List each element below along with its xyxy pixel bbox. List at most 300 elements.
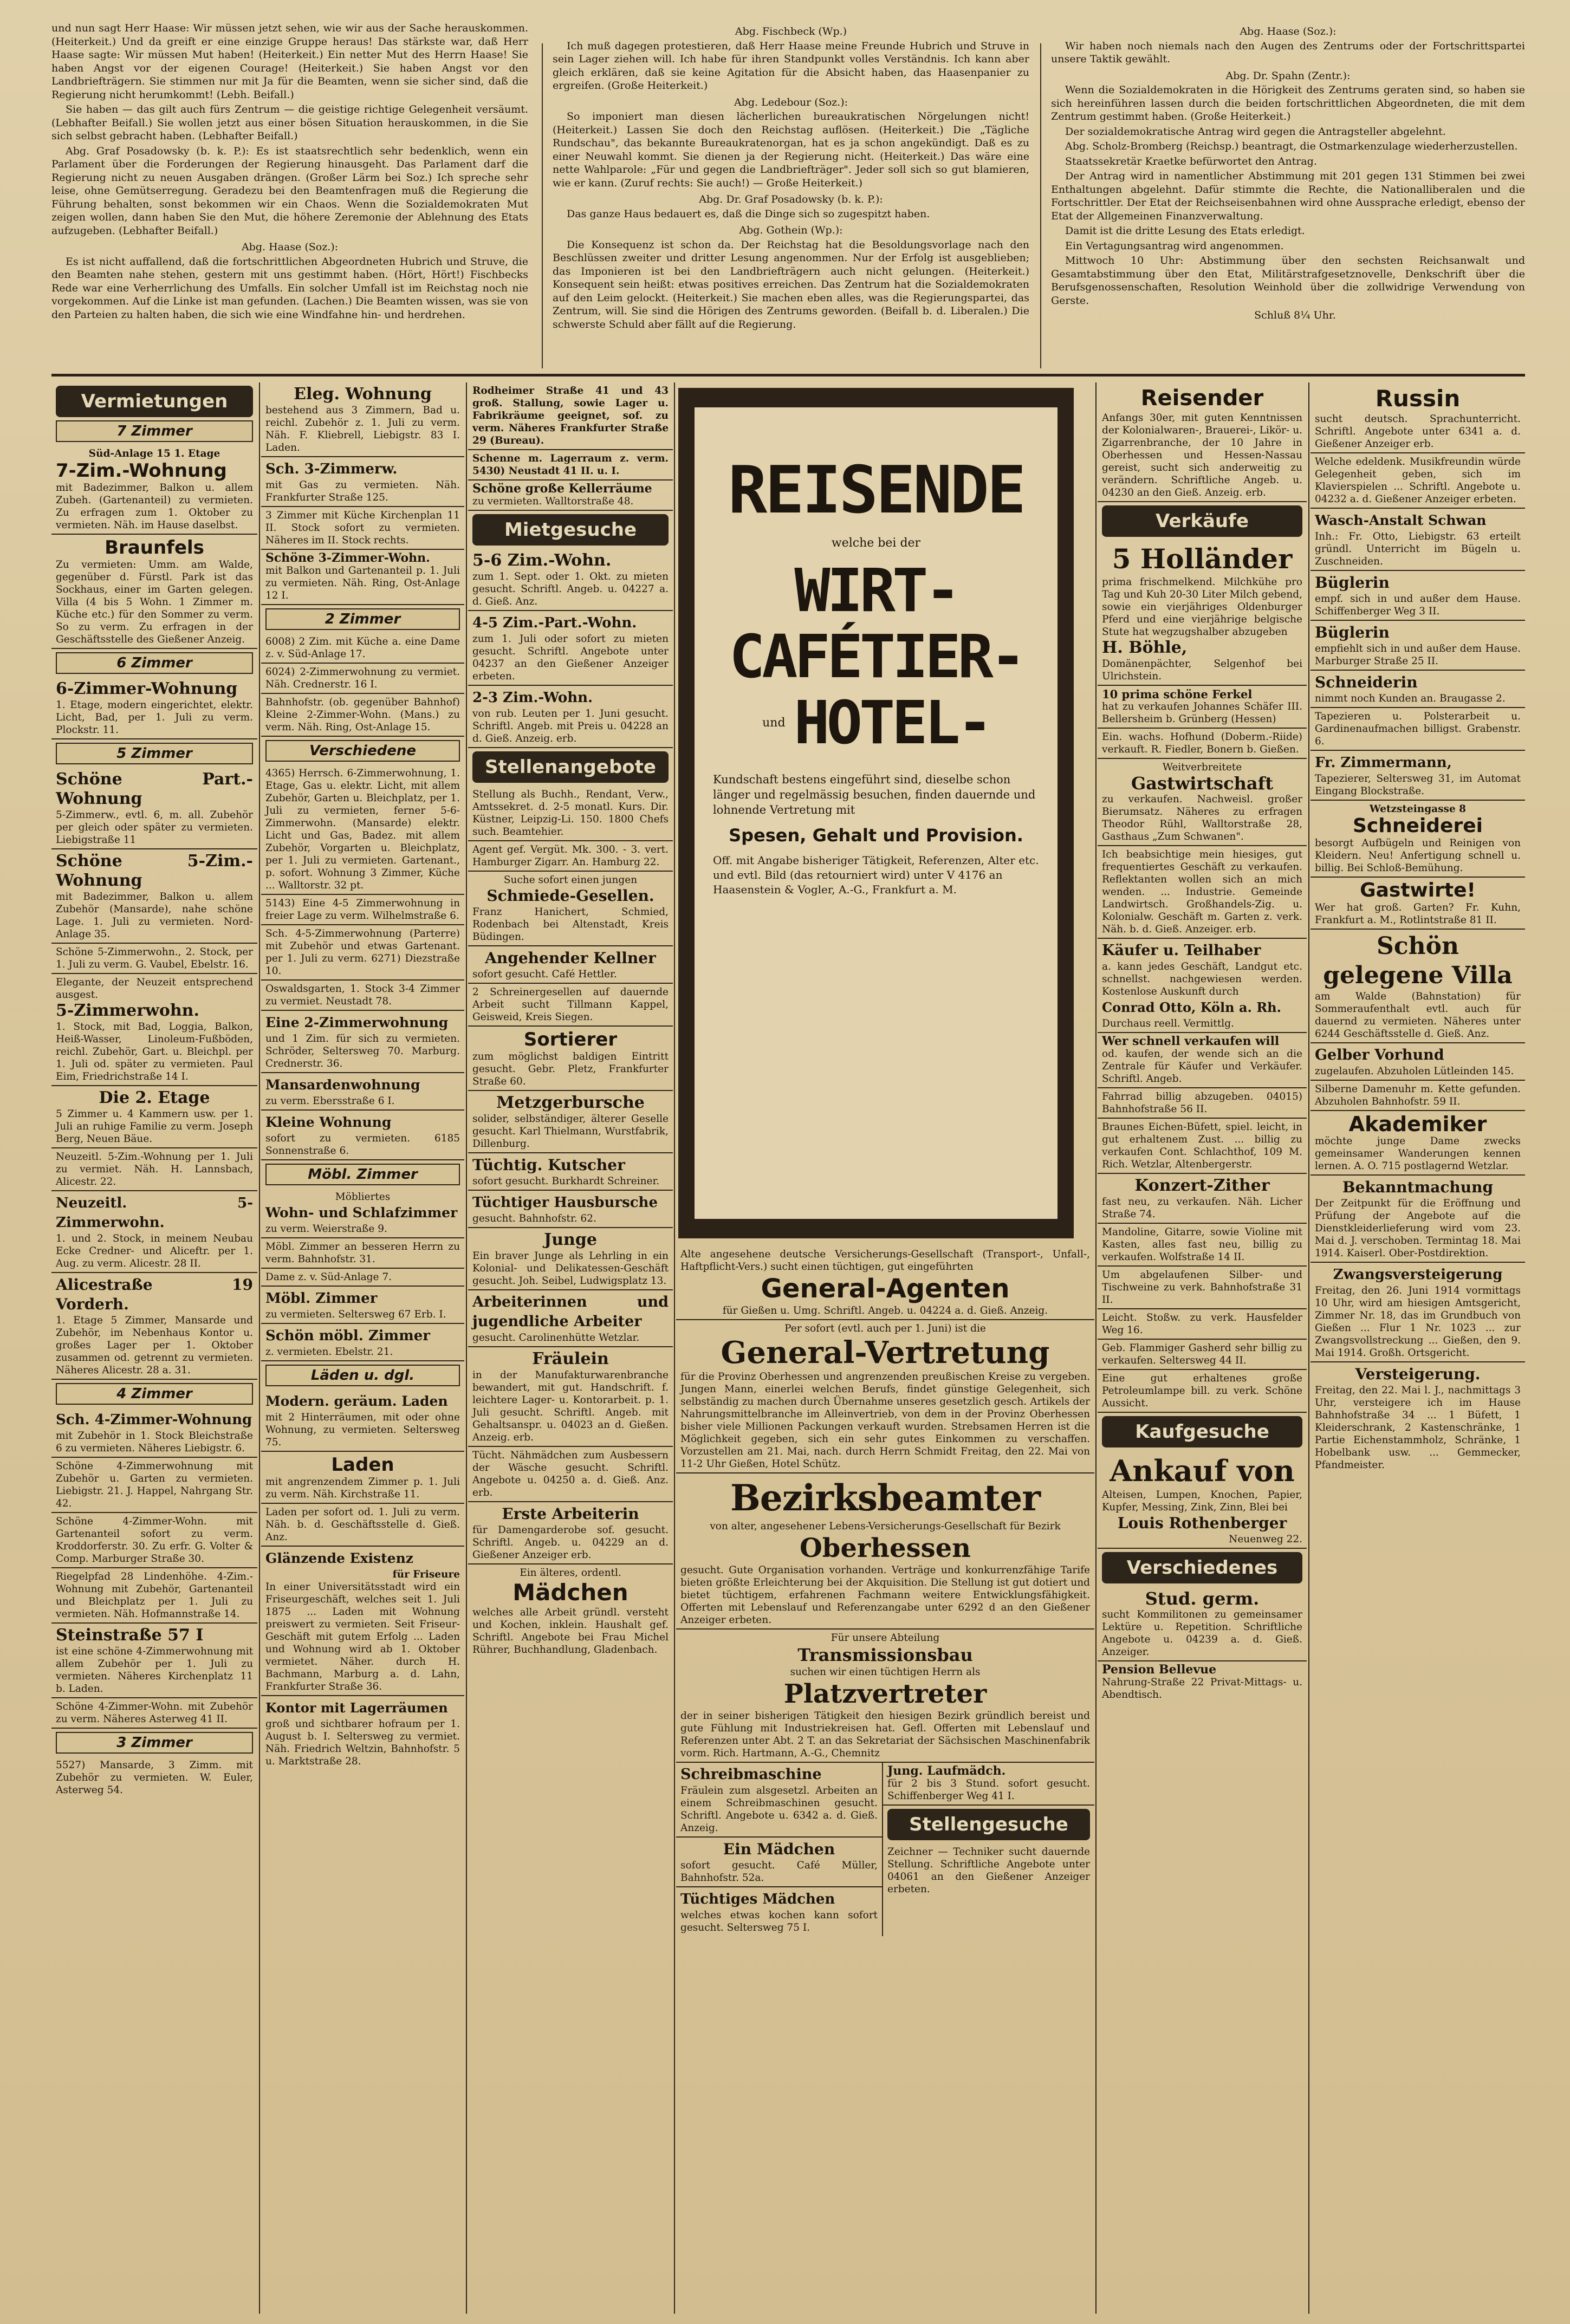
ad-text: Rodheimer Straße 41 und 43 groß. Stallung, sowie Lager u. Fabrikräume geeignet, sof. zu verm. Näheres Frankfurter Straße 29 (Bureau). (472, 385, 669, 446)
ad-heading: Reisender (1140, 386, 1264, 411)
ad-heading: 7-Zim.-Wohnung (56, 460, 227, 482)
ad-text: 6024) 2-Zimmerwohnung zu vermiet. Näh. Crednerstr. 16 I. (265, 666, 460, 690)
ad-text: In einer Universitätsstadt wird ein Friseurgeschäft, welches seit 1. Juli 1875 ... Laden mit Wohnung preiswert zu vermieten. Seit Friseur-Geschäft mit gutem Erfolg ... Laden und Wohnung wird ab 1. Oktober vermietet. Näher. durch H. Bachmann, Marburg a. d. Lahn, Frankfurter Straße 36. (265, 1581, 460, 1692)
ad-text: Schöne 5-Zimmerwohn., 2. Stock, per 1. Juli zu verm. G. Vaubel, Ebelstr. 16. (56, 946, 253, 970)
ad-text: in der Manufakturwarenbranche bewandert, mit gut. Handschrift. f. leichtere Lager- u. Kontorarbeit. p. 1. Juli gesucht. Schriftl. Angeb. mit Gehaltsanspr. u. 04023 an d. Gießen. Anzeig. erb. (472, 1369, 669, 1443)
classified-ad (1311, 671, 1525, 708)
report-paragraph: und nun sagt Herr Haase: Wir müssen jetzt sehen, wie wir aus der Sache herauskommen. (Heiterkeit.) Und da greift er eine einzige Gruppe heraus! Das stärkste war, daß Herr Haase sagte: Wir müssen Mut haben! (Heiterkeit.) Ein netter Mut des Herrn Haase! Sie haben Angst vor der eigenen Courage! (Heiterkeit.) Sie haben Angst vor den Landbriefträgern. Sie stimmen nur mit Ja für die Beamten, wenn sie sicher sind, daß die Regierung nicht herumkommt! (Lebh. Beifall.) (51, 22, 528, 101)
ad-heading: 5-Zimmerwohn. (56, 1001, 199, 1020)
ad-text: am Walde (Bahnstation) für Sommeraufenthalt evtl. auch für dauernd zu vermieten. Näheres unter 6244 Geschäftsstelle d. Gieß. Anz. (1315, 991, 1521, 1040)
report-paragraph: Ein Vertagungsantrag wird angenommen. (1065, 239, 1284, 252)
category-5-zimmer: 5 Zimmer (56, 743, 253, 764)
ad-text: Fräulein zum alsgesetzl. Arbeiten an einem Schreibmaschinen gesucht. Schriftl. Angebote u. 6342 a. d. Gieß. Anzeig. (680, 1785, 878, 1834)
ad-heading: Pension Bellevue (1102, 1663, 1217, 1677)
classified-ad (1311, 751, 1525, 801)
ad-heading: Schmiede-Gesellen. (486, 887, 654, 905)
classified-ad (468, 1027, 673, 1091)
classified-ad (261, 925, 464, 981)
classified-ad (261, 1111, 464, 1160)
ad-text: zu verm. Ebersstraße 6 I. (265, 1095, 395, 1107)
ad-heading: Käufer u. Teilhaber (1102, 942, 1261, 959)
ad-heading: Glänzende Existenz (265, 1550, 413, 1566)
ad-text: für Damengarderobe sof. gesucht. Schriftl. Angeb. u. 04229 an d. Gießener Anzeiger erb. (472, 1524, 669, 1561)
ads-column-c (468, 382, 673, 2316)
ad-text: 5 Zimmer u. 4 Kammern usw. per 1. Juli an ruhige Familie zu verm. Joseph Berg, Neuen Bäue. (56, 1108, 253, 1145)
report-column-1 (51, 22, 528, 368)
section-header-verschiedenes: Verschiedenes (1102, 1552, 1302, 1583)
classified-ad (1311, 878, 1525, 930)
classified-ad (261, 1452, 464, 1504)
report-paragraph: Das ganze Haus bedauert es, daß die Dinge sich so zugespitzt haben. (567, 207, 930, 220)
ad-text: empfiehlt sich in und außer dem Hause. Marburger Straße 25 II. (1315, 643, 1521, 667)
ad-text: 5143) Eine 4-5 Zimmerwohnung in freier Lage zu verm. Wilhelmstraße 6. (265, 898, 460, 921)
ad-text: Um abgelaufenen Silber- und Tischweine zu verk. Bahnhofstraße 31 II. (1102, 1269, 1302, 1306)
classified-ad (468, 1502, 673, 1565)
classified-ad (1098, 759, 1307, 846)
classified-ad (1311, 621, 1525, 671)
ad-text: gesucht. Carolinenhütte Wetzlar. (472, 1332, 640, 1343)
speaker-label: Abg. Haase (Soz.): (1240, 25, 1337, 37)
ad-heading: Schöne 5-Zim.-Wohnung (56, 852, 253, 890)
ad-text: Off. mit Angabe bisheriger Tätigkeit, Referenzen, Alter etc. und evtl. Bild (das retourniert wird) unter V 4176 an Haasenstein & Vogler, A.-G., Frankfurt a. M. (713, 854, 1039, 896)
ad-text: mit Badezimmer, Balkon u. allem Zubehör (Mansarde), nahe schöne Lage. 1. Juli zu vermieten. Nord-Anlage 35. (56, 891, 253, 940)
speaker-label: Abg. Dr. Graf Posadowsky (b. k. P.): (699, 193, 883, 205)
ad-text: für 2 bis 3 Stund. sofort gesucht. Schiffenberger Weg 41 I. (887, 1778, 1090, 1802)
ad-heading: Schön gelegene Villa (1323, 932, 1513, 989)
classified-ad (468, 841, 673, 872)
ad-text: mit angrenzendem Zimmer p. 1. Juli zu verm. Näh. Kirchstraße 11. (265, 1476, 460, 1500)
ad-heading: Laden (331, 1454, 394, 1476)
classified-ad (676, 1320, 1094, 1473)
classified-ad (1311, 930, 1525, 1043)
classified-ad (1311, 382, 1525, 453)
ad-heading: Gastwirte! (1360, 879, 1476, 901)
ad-text: Dame z. v. Süd-Anlage 7. (265, 1271, 392, 1283)
ad-text: mit Balkon und Gartenanteil p. 1. Juli zu vermieten. Näh. Ring, Ost-Anlage 12 I. (265, 565, 460, 601)
classified-ad (51, 1086, 257, 1148)
classified-ad (261, 895, 464, 925)
ad-text: 4365) Herrsch. 6-Zimmerwohnung, 1. Etage, Gas u. elektr. Licht, mit allem Zubehör, Garten u. Bleichplatz, per 1. Juli zu vermieten, ferner 5-6-Zimmerwohn. (Mansarde) elektr. Licht und Gas, Badez. mit allem Zubehör, Vorgarten u. Bleichplatz, per 1. Juli zu vermieten. Gartenant., p. sofort. Wohnung 3 Zimmer, Küche ... Walltorstr. 32 pt. (265, 768, 460, 891)
ad-text: Stellung als Buchh., Rendant, Verw., Amtssekret. d. 2-5 monatl. Kurs. Dir. Küstner, Leipzig-Li. 150. 1800 Chefs such. Beamtehier. (472, 789, 669, 838)
classified-ad (1098, 1587, 1307, 1661)
classified-ad (261, 694, 464, 737)
report-paragraph: So imponiert man diesen lächerlichen bureaukratischen Nörgelungen nicht! (Heiterkeit.) Lassen Sie doch den Reichstag auflösen. (Heiterkeit.) Die „Tägliche Rundschau", das bekannte Bureaukratenorgan, hat es ja schon angekündigt. Daß es zu einer Neuwahl kommt. Sie dienen ja der Regierung nicht. (Heiterkeit.) Das wäre eine nette Wahlparole: „Für und gegen die Landbriefträger". Jeder soll sich so gut blamieren, wie er kann. (Zuruf rechts: Sie auch!) — Große Heiterkeit.) (553, 111, 1029, 189)
ad-heading: Gastwirtschaft (1131, 773, 1274, 794)
ad-heading: Konzert-Zither (1134, 1176, 1270, 1195)
ad-text: Schöne 4-Zimmerwohnung mit Zubehör u. Garten zu vermieten. Liebigstr. 21. J. Happel, Nahrgang Str. 42. (56, 1460, 253, 1509)
classified-ad (468, 1565, 673, 1658)
ad-text: 5-Zimmerw., evtl. 6, m. all. Zubehör per gleich oder später zu vermieten. Liebigstraße 11 (56, 809, 253, 846)
ad-text: 1. und 2. Stock, in meinem Neubau Ecke Credner- und Aliceftr. per 1. Aug. zu verm. Alicestr. 28 II. (56, 1233, 253, 1269)
ad-text: Welche edeldenk. Musikfreundin würde Gelegenheit geben, sich im Klavierspielen ... Schriftl. Angebote u. 04232 a. d. Gießener Anzeiger erbeten. (1315, 456, 1521, 505)
classified-ad (1098, 729, 1307, 759)
ad-text: Tapezieren u. Polsterarbeit u. Gardinenaufmachen billigst. Grabenstr. 6. (1315, 711, 1521, 747)
ad-heading: H. Böhle, (1102, 638, 1188, 657)
ad-text: für Gießen u. Umg. Schriftl. Angeb. u. 04224 a. d. Gieß. Anzeig. (722, 1305, 1048, 1316)
report-paragraph: Schluß 8¼ Uhr. (1254, 309, 1336, 321)
ad-text: 1. Etage 5 Zimmer, Mansarde und Zubehör, im Nebenhaus Kontor u. großes Lager per 1. Oktober zusammen od. getrennt zu vermieten. Näheres Alicestr. 28 a. 31. (56, 1315, 253, 1376)
ad-text: Möbl. Zimmer an besseren Herrn zu verm. Bahnhofstr. 31. (265, 1241, 460, 1265)
ad-heading: Modern. geräum. Laden (265, 1393, 448, 1409)
classified-ad (1098, 1661, 1307, 1703)
ad-heading: Angehender Kellner (485, 949, 656, 967)
ad-heading: Schreibmaschine (680, 1766, 822, 1783)
ad-text: sucht deutsch. Sprachunterricht. Schriftl. Angebote unter 6341 a. d. Gießener Anzeiger erb. (1315, 413, 1521, 450)
classified-ad (1098, 846, 1307, 939)
ad-heading: Ein Mädchen (723, 1840, 835, 1858)
ad-text: 1. Etage, modern eingerichtet, elektr. Licht, Bad, per 1. Juli zu verm. Plockstr. 11. (56, 699, 253, 736)
ad-heading: Conrad Otto, Köln a. Rh. (1102, 999, 1281, 1015)
ad-highlight: Spesen, Gehalt und Provision. (729, 825, 1023, 846)
ad-text: Agent gef. Vergüt. Mk. 300. - 3. vert. Hamburger Zigarr. An. Hamburg 22. (472, 844, 669, 868)
ad-text: 6008) 2 Zim. mit Küche a. eine Dame z. v. Süd-Anlage 17. (265, 636, 460, 660)
ad-heading: Schneiderei (1353, 815, 1483, 837)
classified-ad (261, 765, 464, 895)
ad-text: Mandoline, Gitarre, sowie Violine mit Kasten, alles fast neu, billig zu verkaufen. Wolfstraße 14 II. (1102, 1226, 1302, 1263)
ad-heading: Tüchtig. Kutscher (472, 1156, 625, 1174)
classified-ad (1098, 1119, 1307, 1174)
classified-ad (261, 1287, 464, 1324)
report-paragraph: Die Konsequenz ist schon da. Der Reichstag hat die Besoldungsvorlage nach den Beschlüssen zweiter und dritter Lesung angenommen. Nur der Erfolg ist ausgeblieben; das Imponieren ist bei den Landbriefträgern auch nicht gelungen. (Heiterkeit.) Konsequent sein heißt: etwas positives erreichen. Das Zentrum hat die Sozialdemokraten auf den Leim gelockt. (Heiterkeit.) Sie machen eben alles, was die Regierungspartei, das Zentrum, will. Sie sind die Hörigen des Zentrums geworden. (Beifall b. d. Liberalen.) Die schwerste Schuld aber fällt auf die Regierung. (553, 238, 1029, 330)
ad-text: a. kann jedes Geschäft, Landgut etc. schnellst. nachgewiesen werden. Kostenlose Auskunft durch (1102, 961, 1302, 997)
classified-ad (1311, 571, 1525, 621)
ad-text: Möbliertes (335, 1191, 391, 1203)
report-paragraph: Abg. Graf Posadowsky (b. k. P.): Es ist staatsrechtlich sehr bedenklich, wenn ein Parlament über die Forderungen der Regierung hinausgeht. Das Parlament darf die Regierung nicht zu neuen Ausgaben drängen. (Großer Lärm bei Soz.) Ich spreche sehr leise, ohne Gemütserregung. Geradezu bei den Beamtenfragen muß die Regierung die Führung behalten, sonst bekommen wir ein Chaos. Wenn die Sozialdemokraten Mut zeigen wollen, dann haben Sie den Mut, die höhere Zeremonie der Ablehnung des Etats aufzugeben. (Lebhafter Beifall.) (51, 145, 528, 237)
classified-ad (1098, 382, 1307, 502)
classified-ad (261, 1547, 464, 1696)
ad-heading: Erste Arbeiterin (502, 1505, 639, 1523)
ad-text: Freitag, den 22. Mai l. J., nachmittags 3 Uhr, versteigere ich im Hause Bahnhofstraße 34 ... 1 Büfett, 1 Kleiderschrank, 2 Kastenschränke, 1 Partie Eichenstammholz, Schränke, 1 Hobelbank usw. ... Gemmecker, Pfandmeister. (1315, 1385, 1521, 1471)
report-column-2 (553, 22, 1029, 368)
classified-ad (261, 1189, 464, 1238)
ad-heading: 10 prima schöne Ferkel (1102, 687, 1253, 701)
classified-ad (1098, 686, 1307, 729)
classified-ad (1098, 1088, 1307, 1119)
classified-ad (1311, 1176, 1525, 1263)
ad-text: Alteisen, Lumpen, Knochen, Papier, Kupfer, Messing, Zink, Zinn, Blei bei (1102, 1489, 1302, 1513)
ad-text: mit 2 Hinterräumen, mit oder ohne Wohnung, zu vermieten. Seltersweg 75. (265, 1412, 460, 1448)
classified-ad (261, 1696, 464, 1770)
classified-ad (51, 1624, 257, 1698)
ad-heading: Russin (1375, 385, 1461, 412)
speaker-label: Abg. Dr. Spahn (Zentr.): (1225, 69, 1351, 82)
classified-ad (468, 1091, 673, 1153)
section-header-mietgesuche: Mietgesuche (472, 514, 669, 546)
classified-ad (51, 1148, 257, 1191)
category-2-zimmer: 2 Zimmer (265, 608, 460, 630)
ad-heading: Transmissionsbau (797, 1645, 973, 1665)
ads-subcolumn (883, 1763, 1094, 1936)
classified-ad (468, 872, 673, 946)
ad-text: Per sofort (evtl. auch per 1. Juni) ist die (784, 1323, 986, 1334)
section-header-stellengesuche: Stellengesuche (887, 1809, 1090, 1840)
section-header-verkaeufe: Verkäufe (1102, 505, 1302, 537)
column-divider (1040, 43, 1041, 368)
ad-text: zum 1. Juli oder sofort zu mieten gesucht. Schriftl. Angebote unter 04237 an den Gießener Anzeiger erbeten. (472, 633, 669, 682)
classified-ad (261, 550, 464, 605)
category-3-zimmer: 3 Zimmer (56, 1732, 253, 1754)
reisende-ad-panel (695, 407, 1058, 1219)
ad-heading: Platzvertreter (783, 1679, 987, 1709)
classified-ad (261, 1390, 464, 1452)
ad-text: Durchaus reell. Vermittlg. (1102, 1018, 1234, 1029)
ad-text: Neuenweg 22. (1229, 1534, 1302, 1545)
ad-text: von alter, angesehener Lebens-Versicherungs-Gesellschaft für Bezirk (710, 1521, 1061, 1532)
ad-text: Fahrrad billig abzugeben. 04015) Bahnhofstraße 56 II. (1102, 1091, 1302, 1115)
classified-ad (1311, 1263, 1525, 1362)
ad-heading: Schöne Part.-Wohnung (56, 770, 253, 808)
ad-text: fast neu, zu verkaufen. Näh. Licher Straße 74. (1102, 1196, 1302, 1220)
ad-text: zu vermieten. Seltersweg 67 Erb. I. (265, 1309, 446, 1320)
ad-heading: Sch. 4-Zimmer-Wohnung (56, 1412, 252, 1428)
column-divider (259, 382, 260, 2314)
ad-text: Kundschaft bestens eingeführt sind, dieselbe schon länger und regelmässig besuchen, finden dauernde und lohnende Vertretung mit (713, 773, 1036, 816)
ad-text: Franz Hanichert, Schmied, Rodenbach bei Altenstadt, Kreis Büdingen. (472, 906, 669, 943)
ad-heading: General-Vertretung (721, 1335, 1050, 1371)
ad-heading: Büglerin (1315, 574, 1390, 592)
classified-ad (51, 768, 257, 849)
report-paragraph: Es ist nicht auffallend, daß die fortschrittlichen Abgeordneten Hubrich und Struve, die den Beamten nahe stehen, gestern mit uns gestimmt haben. (Hört, Hört!) Fischbecks Rede war eine Verherrlichung des Umfalls. Ein solcher Umfall ist im Reichstag noch nie vorgekommen. Auf die Linke ist man gefunden. (Lachen.) Die Beamten wissen, was sie von den Parteien zu halten haben, die sich wie eine Windfahne hin- und herdrehen. (51, 255, 528, 321)
ad-heading: Versteigerung. (1355, 1365, 1481, 1383)
ad-heading: Gelber Vorhund (1315, 1047, 1444, 1063)
ad-text: 1. Stock, mit Bad, Loggia, Balkon, Heiß-Wasser, Linoleum-Fußböden, reichl. Zubehör, Gart. u. Bleichpl. per 1. Juli od. später zu vermieten. Paul Eim, Friedrichstraße 14 I. (56, 1021, 253, 1082)
ads-column-d (676, 1246, 1094, 2316)
classified-ad (51, 535, 257, 649)
category-laeden: Läden u. dgl. (265, 1365, 460, 1386)
ad-text: Tücht. Nähmädchen zum Ausbessern der Wäsche gesucht. Schriftl. Angebote u. 04250 a. d. Gieß. Anz. erb. (472, 1450, 669, 1498)
ad-heading: Schneiderin (1315, 673, 1418, 691)
ad-text: welches alle Arbeit gründl. versteht und Kochen, inklein. Haushalt gef. Schriftl. Angebote bei Frau Michel Rührer, Buchhandlung, Gladenbach. (472, 1607, 669, 1656)
classified-ad (1311, 509, 1525, 571)
ad-heading: Alicestraße 19 Vorderh. (56, 1276, 253, 1313)
classified-ad (51, 677, 257, 739)
ad-text: Schöne 4-Zimmer-Wohn. mit Gartenanteil sofort zu verm. Kroddorferstr. 30. Zu erfr. G. Volter & Comp. Marburger Straße 30. (56, 1516, 253, 1565)
classified-ad (468, 1347, 673, 1447)
ad-heading: Ankauf von (1110, 1453, 1295, 1488)
classified-ad (51, 1191, 257, 1273)
ad-heading: Kleine Wohnung (265, 1114, 392, 1130)
ad-text: Inh.: Fr. Otto, Liebigstr. 63 erteilt gründl. Unterricht im Bügeln u. Zuschneiden. (1315, 531, 1521, 567)
ad-text: sucht Kommilitonen zu gemeinsamer Lektüre u. Repetition. Schriftliche Angebote u. 04239 a. d. Gieß. Anzeiger. (1102, 1609, 1302, 1658)
ad-text: prima frischmelkend. Milchkühe pro Tag und Kuh 20-30 Liter Milch gebend, sowie ein vierjähriges Oldenburger Pferd und eine vierjährige belgische Stute hat wegzugshalber abzugeben (1102, 576, 1302, 638)
ad-heading: 6-Zimmer-Wohnung (56, 679, 238, 698)
ad-heading: Schöne 3-Zimmer-Wohn. (265, 551, 430, 565)
ad-text: Weitverbreitete (1162, 762, 1242, 773)
classified-ad (1098, 1340, 1307, 1370)
ad-heading: Neuzeitl. 5-Zimmerwohn. (56, 1195, 253, 1231)
ad-text: bestehend aus 3 Zimmern, Bad u. reichl. Zubehör z. 1. Juli zu verm. Näh. F. Kliebrell, Liebigstr. 83 I. Laden. (265, 405, 460, 453)
ad-text: von rub. Leuten per 1. Juni gesucht. Schriftl. Angeb. mit Preis u. 04228 an d. Gieß. Anzeig. erb. (472, 708, 669, 744)
ad-text: Wetzsteingasse 8 (1369, 803, 1467, 815)
classified-ad (468, 1290, 673, 1347)
report-paragraph: Abg. Scholz-Bromberg (Reichsp.) beantragt, die Ostmarkenzulage wiederherzustellen. (1065, 140, 1518, 152)
classified-ad (468, 946, 673, 984)
classified-ad (261, 1011, 464, 1073)
speaker-label: Abg. Gothein (Wp.): (739, 224, 843, 236)
report-paragraph: Wir haben noch niemals nach den Augen des Zentrums oder der Fortschrittspartei unsere Taktik gewählt. (1051, 40, 1525, 65)
ad-text: Der Zeitpunkt für die Eröffnung und Prüfung der Angebote auf die Dienstkleiderlieferung wird vom 23. Mai d. J. verschoben. Termintag 18. Mai 1914. Kaiserl. Ober-Postdirektion. (1315, 1198, 1521, 1259)
ad-text: Sch. 4-5-Zimmerwohnung (Parterre) mit Zubehör und etwas Gartenant. per 1. Juli zu verm. 6271) Diezstraße 10. (265, 928, 460, 977)
ad-text: und (762, 716, 786, 730)
ad-text: mit Gas zu vermieten. Näh. Frankfurter Straße 125. (265, 479, 460, 503)
classified-ad (468, 1191, 673, 1228)
ad-heading: Mansardenwohnung (265, 1077, 420, 1093)
ad-heading: Büglerin (1315, 624, 1390, 641)
ad-text: zum möglichst baldigen Eintritt gesucht. Gebr. Pletz, Frankfurter Straße 60. (472, 1051, 669, 1087)
classified-ad (1098, 1224, 1307, 1267)
report-paragraph: Damit ist die dritte Lesung des Etats erledigt. (1065, 225, 1305, 237)
column-divider (674, 382, 675, 2314)
classified-ad (468, 984, 673, 1027)
ad-text: z. vermieten. Ebelstr. 21. (265, 1346, 393, 1358)
ad-heading: Bezirksbeamter (730, 1477, 1040, 1519)
classified-ad (1098, 1451, 1307, 1549)
ad-text: besorgt Aufbügeln und Reinigen von Kleidern. Neu! Anfertigung schnell u. billig. Bei Schloß-Bemühung. (1315, 838, 1521, 874)
ad-text: sofort gesucht. Café Hettler. (472, 969, 617, 980)
ad-text: und 1 Zim. für sich zu vermieten. Schröder, Seltersweg 70. Marburg. Crednerstr. 36. (265, 1033, 460, 1069)
category-4-zimmer: 4 Zimmer (56, 1383, 253, 1405)
ad-text: solider, selbständiger, älterer Geselle gesucht. Karl Thielmann, Wurstfabrik, Dillenburg. (472, 1113, 669, 1150)
ad-text: Silberne Damenuhr m. Kette gefunden. Abzuholen Bahnhofstr. 59 II. (1315, 1083, 1521, 1107)
classified-ad (51, 1757, 257, 1799)
reisende-display-ad (678, 388, 1074, 1238)
report-paragraph: Wenn die Sozialdemokraten in die Hörigkeit des Zentrums geraten sind, so haben sie sich hereinführen lassen durch die beiden fortschrittlichen Abgeordneten, die mit dem Zentrum gestimmt haben. (Große Heiterkeit.) (1051, 84, 1525, 122)
column-divider (542, 43, 543, 368)
ad-text: mit Zubehör in 1. Stock Bleichstraße 6 zu vermieten. Näheres Liebigstr. 6. (56, 1430, 253, 1454)
speaker-label: Abg. Ledebour (Soz.): (734, 96, 848, 108)
ad-text: ist eine schöne 4-Zimmerwohnung mit allem Zubehör per 1. Juli zu vermieten. Näheres Kirchenplatz 11 b. Laden. (56, 1646, 253, 1695)
ad-text: Tapezierer, Seltersweg 31, im Automat Eingang Blockstraße. (1315, 773, 1521, 797)
ad-text: Ich beabsichtige mein hiesiges, gut frequentiertes Geschäft zu verkaufen. Reflektanten wollen sich an mich wenden. ... Industrie. Gemeinde Landwirtsch. Großhandels-Zig. u. Kolonialw. Geschäft m. Garten z. verk. Näh. b. d. Gieß. Anzeiger. erb. (1102, 849, 1302, 935)
ad-heading: Junge (544, 1230, 597, 1249)
classified-ad (51, 849, 257, 944)
section-header-vermietungen: Vermietungen (56, 386, 253, 417)
ad-text: Ein älteres, ordentl. (520, 1567, 621, 1579)
classified-ad (1098, 939, 1307, 1033)
classified-ad (261, 1238, 464, 1269)
ad-text: 3 Zimmer mit Küche Kirchenplan 11 II. Stock sofort zu vermieten. Näheres im II. Stock rechts. (265, 510, 460, 546)
ad-heading: Möbl. Zimmer (265, 1290, 378, 1307)
classified-ad (51, 1698, 257, 1729)
ad-heading: Fräulein (532, 1349, 609, 1368)
ad-heading: Fr. Zimmermann, (1315, 755, 1452, 771)
classified-ad (676, 1838, 882, 1887)
ad-heading: Jung. Laufmädch. (887, 1764, 1006, 1778)
ad-heading: Kontor mit Lagerräumen (265, 1700, 448, 1716)
ad-text: od. kaufen, der wende sich an die Zentrale für Käufer und Verkäufer. Schriftl. Angeb. (1102, 1048, 1302, 1085)
ad-heading: Wasch-Anstalt Schwan (1315, 512, 1487, 528)
classified-ad (468, 450, 673, 481)
classified-ad (1311, 1362, 1525, 1473)
classified-ad (676, 1473, 1094, 1630)
classified-ad (51, 445, 257, 535)
ad-text: Laden per sofort od. 1. Juli zu verm. Näh. b. d. Geschäftsstelle d. Gieß. Anz. (265, 1507, 460, 1543)
section-header-kaufgesuche: Kaufgesuche (1102, 1416, 1302, 1447)
category-6-zimmer: 6 Zimmer (56, 652, 253, 674)
ad-subheading: für Friseure (392, 1569, 460, 1580)
classified-ad (261, 382, 464, 457)
column-divider (1095, 382, 1097, 2314)
ad-text: Riegelpfad 28 Lindenhöhe. 4-Zim.-Wohnung mit Zubehör, Gartenanteil und Bleichplatz per 1. Juli zu vermieten. Näh. Hofmannstraße 14. (56, 1571, 253, 1620)
ad-text: Leicht. Stoßw. zu verk. Hausfelder Weg 16. (1102, 1312, 1302, 1336)
ad-text: Freitag, den 26. Juni 1914 vormittags 10 Uhr, wird am hiesigen Amtsgericht, Zimmer Nr. 18, das im Grundbuch von Gießen ... Flur 1 Nr. 1023 ... zur Zwangsvollstreckung ... Gießen, den 9. Mai 1914. Großh. Ortsgericht. (1315, 1285, 1521, 1359)
ad-text: 5527) Mansarde, 3 Zimm. mit Zubehör zu vermieten. W. Euler, Asterweg 54. (56, 1760, 253, 1796)
classified-ad (261, 1504, 464, 1547)
classified-ad (261, 457, 464, 507)
classified-ad (261, 664, 464, 694)
classified-ad (1098, 1309, 1307, 1340)
ad-heading: Die 2. Etage (99, 1088, 210, 1107)
ad-text: der in seiner bisherigen Tätigkeit den hiesigen Bezirk gründlich bereist und gute Fühlung mit Industriekreisen hat. Gefl. Offerten mit Lebenslauf und Referenzen unter Abt. 2 T. an das Sekretariat der Sächsischen Maschinenfabrik vorm. Rich. Hartmann, A.-G., Chemnitz (680, 1710, 1090, 1759)
ad-heading: 5-6 Zim.-Wohn. (472, 551, 612, 570)
classified-ad (1311, 801, 1525, 878)
category-moebl-zimmer: Möbl. Zimmer (265, 1164, 460, 1185)
classified-ad (468, 1153, 673, 1191)
ad-text: sofort gesucht. Burkhardt Schreiner. (472, 1176, 660, 1187)
classified-ad (883, 1763, 1094, 1806)
ads-column-f (1311, 382, 1525, 2316)
ad-text: Eine gut erhaltenes große Petroleumlampe bill. zu verk. Schöne Aussicht. (1102, 1373, 1302, 1409)
ad-heading: Mädchen (512, 1579, 628, 1606)
speaker-label: Abg. Fischbeck (Wp.) (735, 25, 847, 37)
classified-ad (51, 1273, 257, 1380)
ad-heading: Tüchtiger Hausbursche (472, 1195, 658, 1211)
classified-ad (51, 1458, 257, 1513)
ad-heading: Sortierer (523, 1029, 618, 1050)
ads-subcolumn (676, 1763, 883, 1936)
ad-text: zu vermieten. Walltorstraße 48. (472, 496, 634, 507)
ad-heading: Schöne große Kellerräume (472, 482, 652, 496)
ad-text: Zu vermieten: Umm. am Walde, gegenüber d. Fürstl. Park ist das Sockhaus, einer im Garten gelegen. Villa (4 bis 5 Wohn. 1 Zimmer m. Küche etc.) für den Sommer zu verm. So zu verm. Zu erfragen in der Geschäftsstelle des Gießener Anzeig. (56, 559, 253, 645)
ad-text: Bahnhofstr. (ob. gegenüber Bahnhof) Kleine 2-Zimmer-Wohn. (Mans.) zu verm. Näh. Ring, Ost-Anlage 15. (265, 697, 460, 733)
ad-text: Oswaldsgarten, 1. Stock 3-4 Zimmer zu vermiet. Neustadt 78. (265, 983, 460, 1007)
ad-heading: Oberhessen (799, 1533, 971, 1563)
ad-heading: 4-5 Zim.-Part.-Wohn. (472, 615, 637, 631)
classified-ad (261, 1269, 464, 1287)
classified-ad (51, 944, 257, 974)
ad-text: Elegante, der Neuzeit entsprechend ausgest. (56, 977, 253, 1001)
ad-text: Zeichner — Techniker sucht dauernde Stellung. Schriftliche Angebote unter 04061 an den Gießener Anzeiger erbeten. (887, 1846, 1090, 1895)
ad-heading: Arbeiterinnen und jugendliche Arbeiter (472, 1294, 669, 1330)
ad-heading: Braunfels (105, 537, 204, 559)
ad-text: Für unsere Abteilung (831, 1632, 940, 1644)
ad-text: hat zu verkaufen Johannes Schäfer III. Bellersheim b. Grünberg (Hessen) (1102, 701, 1302, 725)
report-column-3 (1051, 22, 1525, 368)
ad-heading: Metzgerbursche (496, 1093, 645, 1112)
ad-heading: Schön möbl. Zimmer (265, 1328, 430, 1344)
ad-heading: Stud. germ. (1145, 1588, 1260, 1609)
ad-text: groß und sichtbarer hofraum per 1. August b. I. Seltersweg zu vermiet. Näh. Friedrich Weltzin, Bahnhofstr. 5 u. Marktstraße 28. (265, 1718, 460, 1767)
classified-ad (468, 786, 673, 841)
classified-ad (468, 481, 673, 511)
ads-row (676, 1763, 1094, 1936)
ad-text: mit Badezimmer, Balkon u. allem Zubeh. (Gartenanteil) zu vermieten. Zu erfragen zum 1. Oktober zu vermieten. Näh. im Hause daselbst. (56, 482, 253, 531)
ad-heading: Eine 2-Zimmerwohnung (265, 1015, 449, 1030)
ad-text: Alte angesehene deutsche Versicherungs-Gesellschaft (Transport-, Unfall-, Haftpflicht-Vers.) sucht einen tüchtigen, gut eingeführten (680, 1249, 1090, 1273)
category-7-zimmer: 7 Zimmer (56, 420, 253, 442)
classified-ad (676, 1763, 882, 1838)
classified-ad (676, 1246, 1094, 1320)
classified-ad (261, 1324, 464, 1361)
classified-ad (51, 1513, 257, 1568)
ad-text: Wer hat groß. Garten? Fr. Kuhn, Frankfurt a. M., Rotlintstraße 81 II. (1315, 902, 1521, 926)
classified-ad (676, 1887, 882, 1936)
classified-ad (1098, 540, 1307, 686)
speaker-label: Abg. Haase (Soz.): (241, 241, 339, 253)
classified-ad (51, 1568, 257, 1624)
classified-ad (51, 1408, 257, 1458)
ad-text: zum 1. Sept. oder 1. Okt. zu mieten gesucht. Schriftl. Angeb. u. 04227 a. d. Gieß. Anz. (472, 571, 669, 607)
